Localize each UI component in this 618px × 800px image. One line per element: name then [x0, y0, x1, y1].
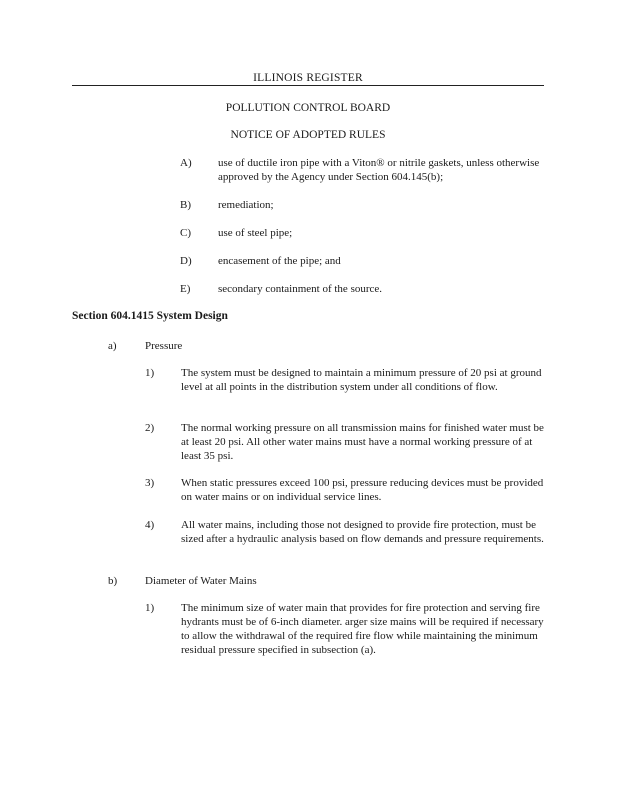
- section-heading: Section 604.1415 System Design: [72, 310, 228, 322]
- list-item-text: use of ductile iron pipe with a Viton® or nitrile gaskets, unless otherwise approved by the Agency under Section 604.145(b);: [218, 157, 540, 183]
- header-rule: [72, 85, 544, 86]
- list-item-text: use of steel pipe;: [218, 227, 293, 239]
- list-item-text: remediation;: [218, 199, 274, 211]
- subsection-title: Pressure: [145, 340, 183, 352]
- board-title: POLLUTION CONTROL BOARD: [225, 102, 391, 114]
- item-text: The system must be designed to maintain a minimum pressure of 20 psi at ground level at all points in the distribution system under all conditions of flow.: [181, 367, 542, 393]
- subsection-title: Diameter of Water Mains: [145, 575, 257, 587]
- item-text: When static pressures exceed 100 psi, pressure reducing devices must be provided on water mains or on individual service lines.: [181, 477, 544, 503]
- item-text: The minimum size of water main that provides for fire protection and serving fire hydrants must be of 6-inch diameter. arger size mains will be required if necessary to allow the withdrawal of the required fire flow while maintaining the minimum residual pressure specified in subsection (a).: [181, 602, 544, 656]
- register-title: ILLINOIS REGISTER: [253, 72, 363, 84]
- item-text: The normal working pressure on all transmission mains for finished water must be at least 20 psi. All other water mains must have a normal working pressure of at least 35 psi.: [181, 422, 544, 462]
- list-item-label: D): [180, 255, 192, 267]
- list-item-text: secondary containment of the source.: [218, 283, 383, 295]
- list-item-text: encasement of the pipe; and: [218, 255, 341, 267]
- item-label: 2): [145, 422, 155, 434]
- list-item-label: C): [180, 227, 191, 239]
- item-label: 1): [145, 367, 155, 379]
- list-item-label: B): [180, 199, 191, 211]
- list-item-label: E): [180, 283, 191, 295]
- subsection-label: a): [108, 340, 117, 352]
- subsection-label: b): [108, 575, 118, 587]
- item-label: 1): [145, 602, 155, 614]
- item-label: 3): [145, 477, 155, 489]
- item-label: 4): [145, 519, 155, 531]
- notice-title: NOTICE OF ADOPTED RULES: [230, 129, 386, 141]
- item-text: All water mains, including those not designed to provide fire protection, must be sized after a hydraulic analysis based on flow demands and pressure requirements.: [181, 519, 544, 545]
- list-item-label: A): [180, 157, 192, 169]
